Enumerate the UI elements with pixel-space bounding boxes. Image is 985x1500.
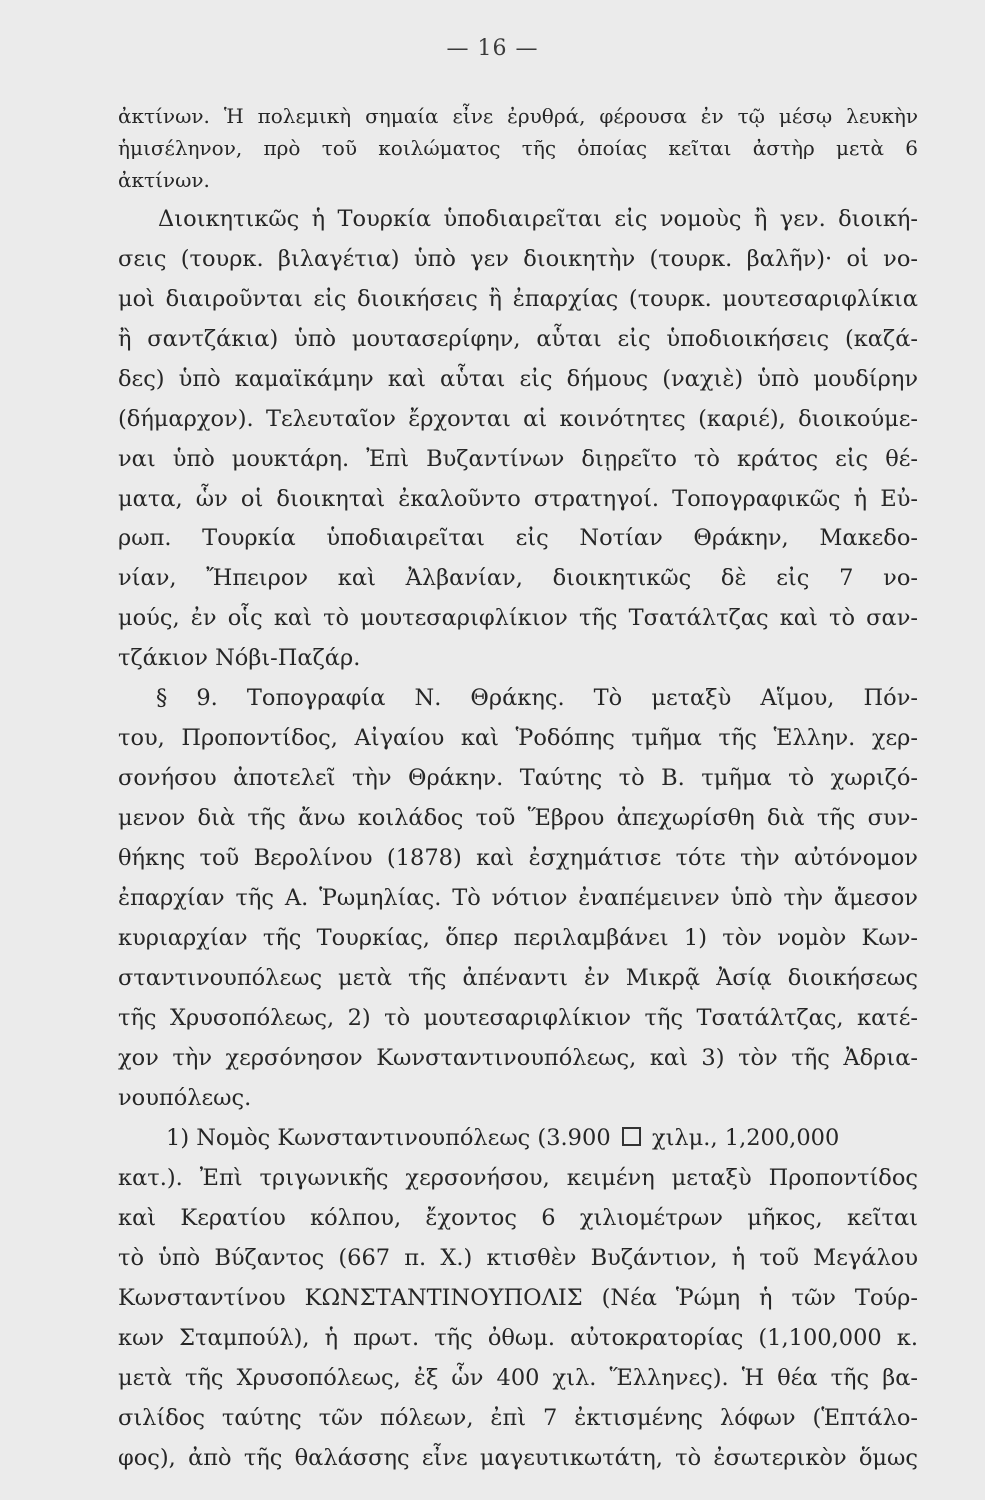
text-line: χον τὴν χερσόνησον Κωνσταντινουπόλεως, καὶ 3) τὸν τῆς Ἀδρια- (118, 1045, 918, 1071)
text-line: σεις (τουρκ. βιλαγέτια) ὑπὸ γεν διοικητὴν (τουρκ. βαλῆν)· οἱ νο- (118, 246, 918, 272)
text-line: ἢ σαντζάκια) ὑπὸ μουτασερίφην, αὗται εἰς ὑποδιοικήσεις (καζά- (118, 326, 918, 352)
text-line: νίαν, Ἤπειρον καὶ Ἀλβανίαν, διοικητικῶς δὲ εἰς 7 νο- (118, 565, 918, 591)
text-line: νουπόλεως. (118, 1085, 252, 1111)
text-line: σταντινουπόλεως μετὰ τῆς ἀπέναντι ἐν Μικρᾷ Ἀσίᾳ διοικήσεως (118, 965, 918, 991)
text-line: (δήμαρχον). Τελευταῖον ἔρχονται αἱ κοινότητες (καριέ), διοικούμε- (118, 406, 918, 432)
entry-lead-tail: χιλμ., 1,200,000 (651, 1125, 840, 1151)
text-line: Κωνσταντίνου ΚΩΝΣΤΑΝΤΙΝΟΥΠΟΛΙΣ (Νέα Ῥώμη ἡ τῶν Τούρ- (118, 1285, 918, 1311)
text-line: θήκης τοῦ Βερολίνου (1878) καὶ ἐσχημάτισε τότε τὴν αὐτόνομον (118, 845, 918, 871)
text-line: ἐπαρχίαν τῆς Α. Ῥωμηλίας. Τὸ νότιον ἐναπέμεινεν ὑπὸ τὴν ἄμεσον (118, 885, 918, 911)
page-number: — 16 — (446, 36, 539, 61)
section-heading-line: § 9. Τοπογραφία Ν. Θράκης. Τὸ μεταξὺ Αἵμου, Πόν- (156, 685, 918, 711)
text-line: τζάκιον Νόβι-Παζάρ. (118, 645, 361, 671)
entry-lead: 1) Νομὸς Κωνσταντινουπόλεως (3.900 (166, 1125, 611, 1151)
text-line: μοὶ διαιροῦνται εἰς διοικήσεις ἢ ἐπαρχίας (τουρκ. μουτεσαριφλίκια (118, 286, 918, 312)
text-line: κατ.). Ἐπὶ τριγωνικῆς χερσονήσου, κειμένη μεταξὺ Προποντίδος (118, 1165, 918, 1191)
text-line: μούς, ἐν οἷς καὶ τὸ μουτεσαριφλίκιον τῆς Τσατάλτζας καὶ τὸ σαν- (118, 605, 918, 631)
text-line: ἀκτίνων. (118, 168, 210, 192)
text-line: ρωπ. Τουρκία ὑποδιαιρεῖται εἰς Νοτίαν Θράκην, Μακεδο- (118, 525, 918, 551)
text-line: σιλίδος ταύτης τῶν πόλεων, ἐπὶ 7 ἐκτισμένης λόφων (Ἑπτάλο- (118, 1405, 918, 1431)
text-line: κυριαρχίαν τῆς Τουρκίας, ὅπερ περιλαμβάνει 1) τὸν νομὸν Κων- (118, 925, 918, 951)
text-line: σονήσου ἀποτελεῖ τὴν Θράκην. Ταύτης τὸ Β. τμῆμα τὸ χωριζό- (118, 765, 918, 791)
text-line: καὶ Κερατίου κόλπου, ἔχοντος 6 χιλιομέτρων μῆκος, κεῖται (118, 1205, 918, 1231)
text-line: τὸ ὑπὸ Βύζαντος (667 π. Χ.) κτισθὲν Βυζάντιον, ἡ τοῦ Μεγάλου (118, 1245, 918, 1271)
square-symbol-icon (622, 1127, 641, 1146)
text-line: ναι ὑπὸ μουκτάρη. Ἐπὶ Βυζαντίνων διῃρεῖτο τὸ κράτος εἰς θέ- (118, 446, 918, 472)
text-line: μετὰ τῆς Χρυσοπόλεως, ἐξ ὧν 400 χιλ. Ἕλληνες). Ἡ θέα τῆς βα- (118, 1365, 918, 1391)
text-line: τῆς Χρυσοπόλεως, 2) τὸ μουτεσαριφλίκιον τῆς Τσατάλτζας, κατέ- (118, 1005, 918, 1031)
text-line: του, Προποντίδος, Αἰγαίου καὶ Ῥοδόπης τμῆμα τῆς Ἑλλην. χερ- (118, 725, 918, 751)
text-line: κων Σταμπούλ), ἡ πρωτ. τῆς ὀθωμ. αὐτοκρατορίας (1,100,000 κ. (118, 1325, 918, 1351)
text-line: ἡμισέληνον, πρὸ τοῦ κοιλώματος τῆς ὁποίας κεῖται ἀστὴρ μετὰ 6 (118, 136, 918, 160)
text-line: φος), ἀπὸ τῆς θαλάσσης εἶνε μαγευτικωτάτη, τὸ ἐσωτερικὸν ὅμως (118, 1445, 918, 1471)
text-line (118, 1122, 918, 1154)
text-line: ματα, ὧν οἱ διοικηταὶ ἐκαλοῦντο στρατηγοί. Τοπογραφικῶς ἡ Εὐ- (118, 486, 918, 512)
text-line: Διοικητικῶς ἡ Τουρκία ὑποδιαιρεῖται εἰς νομοὺς ἢ γεν. διοική- (158, 206, 918, 232)
text-line: μενον διὰ τῆς ἄνω κοιλάδος τοῦ Ἕβρου ἀπεχωρίσθη διὰ τῆς συν- (118, 805, 918, 831)
text-line: δες) ὑπὸ καμαϊκάμην καὶ αὗται εἰς δήμους (ναχιὲ) ὑπὸ μουδίρην (118, 366, 918, 392)
text-line: ἀκτίνων. Ἡ πολεμικὴ σημαία εἶνε ἐρυθρά, φέρουσα ἐν τῷ μέσῳ λευκὴν (118, 104, 918, 128)
